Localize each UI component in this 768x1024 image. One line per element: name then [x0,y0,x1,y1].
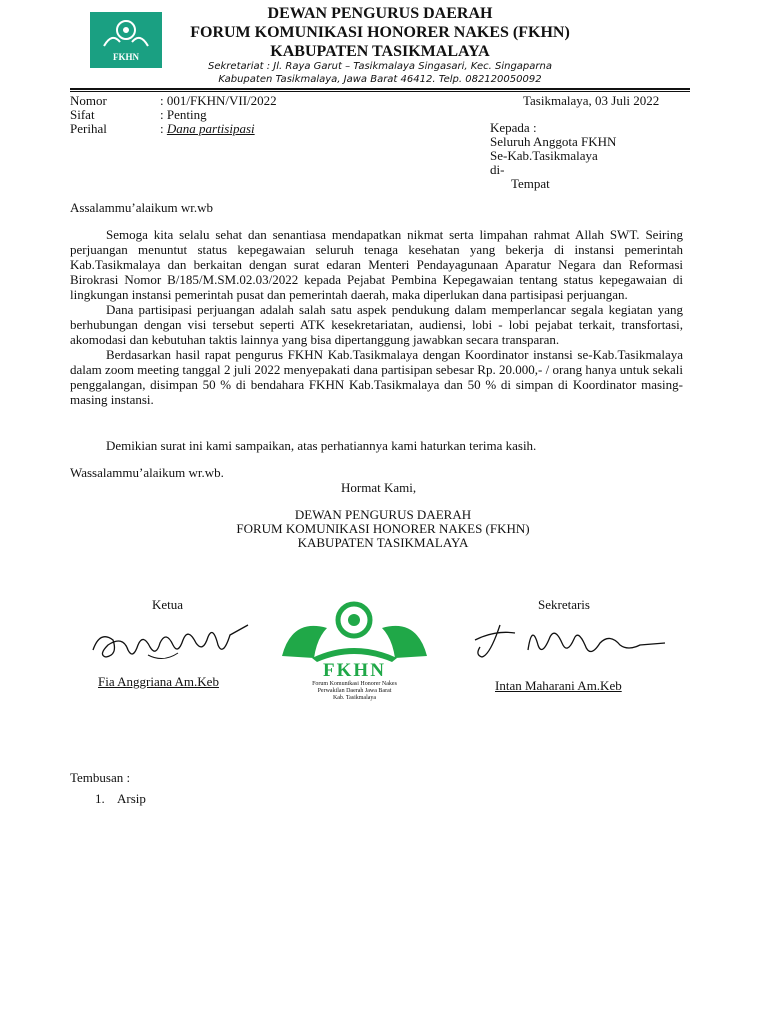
signature-org-1: DEWAN PENGURUS DAERAH [294,507,472,522]
paragraph-4: Demikian surat ini kami sampaikan, atas perhatiannya kami haturkan terima kasih. [106,438,537,453]
recipient-line-1: Seluruh Anggota FKHN [490,134,617,149]
sifat-label: Sifat [70,107,95,122]
sekretaris-name: Intan Maharani Am.Keb [495,678,622,693]
stamp-sub-3: Kab. Tasikmalaya [332,695,377,701]
perihal-value: Dana partisipasi [166,121,255,136]
paragraph-1: Semoga kita selalu sehat dan senantiasa mendapatkan nikmat serta limpahan rahmat Allah SWT. Seiring perjuangan menuntut status kepegawaian seluruh tenaga kesehatan yang bekerja di instansi pemerintah Kab.Tasikmalaya dan berkaitan dengan surat edaran Menteri Pendayagunaan Aparatur Negara dan Reformasi Birokrasi Nomor B/185/M.SM.02.03/2022 kepada Pejabat Pembina Kepegawaian tentang status kepegawaian di lingkungan instansi pemerintah pusat dan pemerintah daerah, maka diperlukan dana partisipasi perjuangan. [70,227,683,302]
signature-org-2: FORUM KOMUNIKASI HONORER NAKES (FKHN) [236,521,530,536]
recipient-line-3: di- [490,162,505,177]
letterhead-rule [70,88,690,90]
recipient-kepada: Kepada : [490,120,537,135]
stamp-sub-2: Perwakilan Daerah Jawa Barat [317,688,392,694]
perihal-label: Perihal [70,121,107,136]
letter-body [70,227,683,407]
logo-label: FKHN [113,52,139,62]
greeting: Assalammu’alaikum wr.wb [70,200,213,215]
recipient-line-2: Se-Kab.Tasikmalaya [490,148,598,163]
letterhead-line-1: DEWAN PENGURUS DAERAH [267,5,493,22]
letter-date: Tasikmalaya, 03 Juli 2022 [523,93,660,108]
perihal-value-wrap [160,121,255,137]
letterhead-address-2: Kabupaten Tasikmalaya, Jawa Barat 46412. Telp. 082120050092 [218,74,542,85]
perihal-colon: : [160,121,167,136]
letterhead-line-3: KABUPATEN TASIKMALAYA [270,43,490,60]
signature-org-3: KABUPATEN TASIKMALAYA [297,535,469,550]
stamp-sub-1: Forum Komunikasi Honorer Nakes [312,681,397,687]
closing-greeting: Wassalammu’alaikum wr.wb. [70,465,224,480]
tembusan-item-1: Arsip [117,791,146,806]
paragraph-2: Dana partisipasi perjuangan adalah salah satu aspek pendukung dalam memperlancar segala kegiatan yang berhubungan dengan visi tersebut seperti ATK kesekretariatan, audiensi, lobi - lobi pejabat terkait, transfortasi, akomodasi dan kebutuhan taktis lainnya yang bisa dipertanggung jawabkan secara transparan. [70,302,683,347]
stamp-subtitle [272,681,437,702]
tembusan-item-number: 1. [95,791,105,806]
recipient-line-4: Tempat [511,176,550,191]
ketua-title: Ketua [152,597,184,612]
letterhead-address-1: Sekretariat : Jl. Raya Garut – Tasikmalaya Singasari, Kec. Singaparna [208,61,552,72]
ketua-signature [88,615,258,670]
ketua-name: Fia Anggriana Am.Keb [98,674,219,689]
sekretaris-title: Sekretaris [538,597,590,612]
sifat-value: : Penting [160,107,207,122]
hormat-kami: Hormat Kami, [341,480,417,495]
tembusan-label: Tembusan : [70,770,131,785]
paragraph-3: Berdasarkan hasil rapat pengurus FKHN Kab.Tasikmalaya dengan Koordinator instansi se-Kab.Tasikmalaya dalam zoom meeting tanggal 2 juli 2022 menyepakati dana partisipan sebesar Rp. 20.000,- / orang hanya untuk sekali penggalangan, disimpan 50 % di bendahara FKHN Kab.Tasikmalaya dan 50 % di simpan di Koordinator masing-masing instansi. [70,347,683,407]
nomor-label: Nomor [70,93,107,108]
stamp-title: FKHN [323,660,386,681]
letterhead-line-2: FORUM KOMUNIKASI HONORER NAKES (FKHN) [190,24,570,41]
letterhead-rule-thin [70,91,690,92]
nomor-value: : 001/FKHN/VII/2022 [160,93,277,108]
sekretaris-signature [470,615,670,670]
